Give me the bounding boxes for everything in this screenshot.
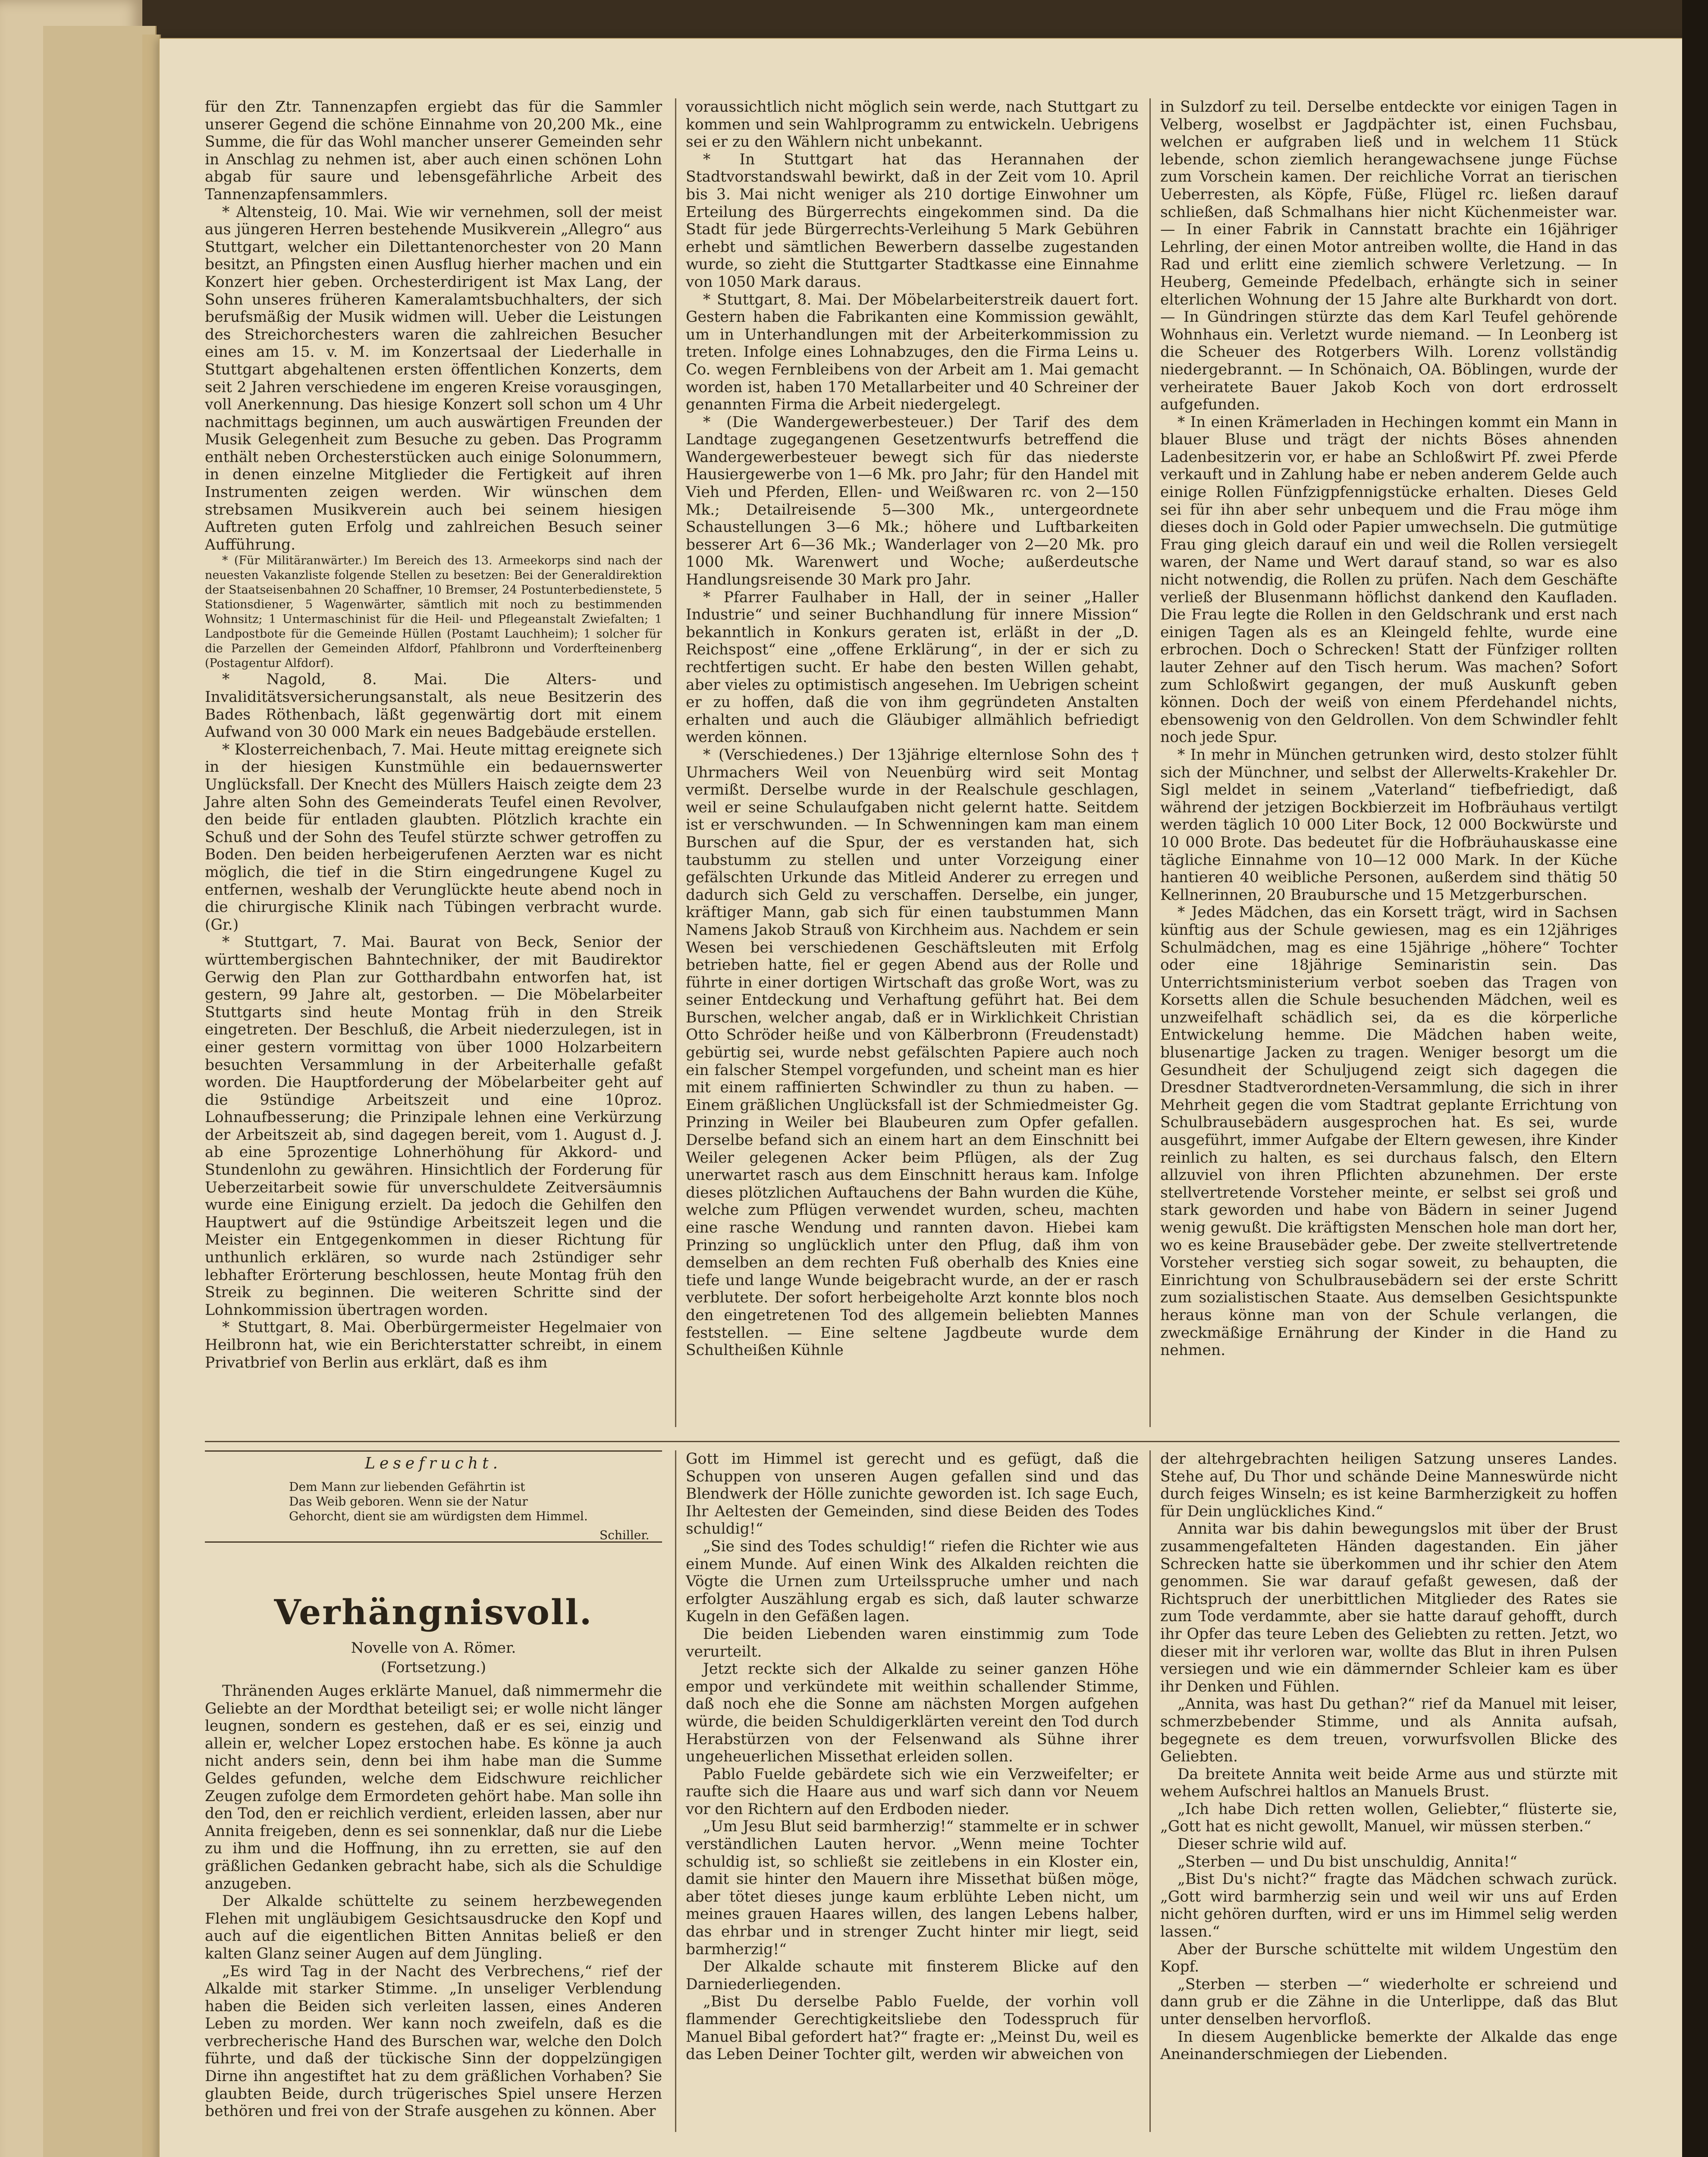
column-2 xyxy=(686,98,1139,1427)
column-1 xyxy=(205,98,662,1427)
paragraph: Annita war bis dahin bewegungslos mit über der Brust zusammengefalteten Händen dagestanden. Ein jäher Schrecken hatte sie überkommen und ihr schier den Atem genommen. Sie war darauf gefaßt gewesen, daß der Richtspruch der unerbittlichen Mitglieder des Rates sie zum Tode verdammte, aber sie hatte darauf gehofft, durch ihr Opfer das teure Leben des Geliebten zu retten. Jetzt, wo dieser mit ihr verloren war, wollte das Blut in ihren Pulsen versiegen und wie ein dämmernder Schleier kam es über ihr Denken und Fühlen. xyxy=(1160,1520,1617,1695)
column-3 xyxy=(1160,98,1617,1427)
column-divider xyxy=(1149,1450,1151,2132)
paragraph: Der Alkalde schüttelte zu seinem herzbewegenden Flehen mit ungläubigem Gesichtsausdrucke den Kopf und auch auf die eigentlichen Bitten Annitas beließ er den kalten Glanz seiner Augen auf dem Jüngling. xyxy=(205,1893,662,1962)
paragraph: „Es wird Tag in der Nacht des Verbrechens,“ rief der Alkalde mit starker Stimme. „In unseliger Verblendung haben die Beiden sich verleiten lassen, eines Anderen Leben zu morden. Wer kann noch zweifeln, daß es die verbrecherische Hand des Burschen war, welche den Dolch führte, und daß der tückische Sinn der doppelzüngigen Dirne ihn angestiftet hat zu dem gräßlichen Vorhaben? Sie glaubten Beide, durch trügerisches Spiel unsere Herzen bethören und frei von der Strafe ausgehen zu können. Aber xyxy=(205,1962,662,2120)
paragraph: Jetzt reckte sich der Alkalde zu seiner ganzen Höhe empor und verkündete mit weithin schallender Stimme, daß noch ehe die Sonne am nächsten Morgen aufgehen würde, die beiden Schuldigerklärten vereint den Tod durch Herabstürzen von der Felsenwand als Sühne ihrer ungeheuerlichen Missethat erleiden sollen. xyxy=(686,1660,1139,1766)
paragraph: * Jedes Mädchen, das ein Korsett trägt, wird in Sachsen künftig aus der Schule gewiesen, mag es ein 12jähriges Schulmädchen, mag es eine 15jährige „höhere“ Tochter oder eine 18jährige Seminaristin sein. Das Unterrichtsministerium verbot soeben das Tragen von Korsetts allen die Schule besuchenden Mädchen, weil es unzweifelhaft schädlich sei, da es die körperliche Entwickelung hemme. Die Mädchen haben weite, blusenartige Jacken zu tragen. Weniger besorgt um die Gesundheit der Schuljugend zeigt sich dagegen die Dresdner Stadtverordneten-Versammlung, die sich in ihrer Mehrheit gegen die vom Stadtrat geplante Errichtung von Schulbrausebädern ausgesprochen hat. Es sei, wurde ausgeführt, immer Aufgabe der Eltern gewesen, ihre Kinder reinlich zu halten, es sei durchaus falsch, den Eltern allzuviel von ihren Pflichten abzunehmen. Der erste stellvertretende Vorsteher meinte, er selbst sei groß und stark geworden und habe von Bädern in seiner Jugend wenig gewußt. Die kräftigsten Menschen hole man dort her, wo es keine Brausebäder gebe. Der zweite stellvertretende Vorsteher verstieg sich sogar soweit, zu behaupten, die Einrichtung von Schulbrausebädern sei der erste Schritt zum sozialistischen Staate. Aus demselben Gesichtspunkte heraus könne man von der Schule verlangen, die zweckmäßige Ernährung der Kinder in die Hand zu nehmen. xyxy=(1160,904,1617,1359)
paragraph: Gott im Himmel ist gerecht und es gefügt, daß die Schuppen von unseren Augen gefallen sind und das Blendwerk der Hölle zunichte geworden ist. Ich sage Euch, Ihr Aeltesten der Gemeinden, sind diese Beiden des Todes schuldig!“ xyxy=(686,1450,1139,1538)
paragraph: * In Stuttgart hat das Herannahen der Stadtvorstandswahl bewirkt, daß in der Zeit vom 10. April bis 3. Mai nicht weniger als 210 dortige Einwohner um Erteilung des Bürgerrechts eingekommen sind. Da die Stadt für jede Bürgerrechts-Verleihung 5 Mark Gebühren erhebt und sämtlichen Bewerbern dasselbe zugestanden wurde, so zieht die Stuttgarter Stadtkasse eine Einnahme von 1050 Mark daraus. xyxy=(686,151,1139,291)
paragraph: In diesem Augenblicke bemerkte der Alkalde das enge Aneinanderschmiegen der Liebenden. xyxy=(1160,2028,1617,2063)
paragraph: „Sie sind des Todes schuldig!“ riefen die Richter wie aus einem Munde. Auf einen Wink des Alkalden reichten die Vögte die Urnen zum Urteilsspruche umher und nach erfolgter Auszählung ergab es sich, daß lauter schwarze Kugeln in den Gefäßen lagen. xyxy=(686,1538,1139,1626)
paragraph: Pablo Fuelde gebärdete sich wie ein Verzweifelter; er raufte sich die Haare aus und warf sich dann vor Neuem vor den Richtern auf den Erdboden nieder. xyxy=(686,1765,1139,1818)
column-5 xyxy=(686,1450,1139,2132)
paragraph: „Bist Du derselbe Pablo Fuelde, der vorhin voll flammender Gerechtigkeitsliebe den Todesspruch für Manuel Bibal gefordert hat?“ fragte er: „Meinst Du, weil es das Leben Deiner Tochter gilt, werden wir abweichen von xyxy=(686,1993,1139,2063)
page-stack-edge-2 xyxy=(142,35,161,2157)
paragraph: * (Die Wandergewerbesteuer.) Der Tarif des dem Landtage zugegangenen Gesetzentwurfs betreffend die Wandergewerbesteuer bewegt sich für das niederste Hausiergewerbe von 1—6 Mk. pro Jahr; für den Handel mit Vieh und Pferden, Ellen- und Weißwaren rc. von 2—150 Mk.; Detailreisende 5—300 Mk., untergeordnete Schaustellungen 3—6 Mk.; höhere und Luftbarkeiten besserer Art 6—36 Mk.; Wanderlager von 2—20 Mk. pro 1000 Mk. Warenwert und Woche; außerdeutsche Handlungsreisende 30 Mark pro Jahr. xyxy=(686,413,1139,589)
novel-subtitle: Novelle von A. Römer. xyxy=(351,1639,516,1657)
lesefrucht-header: Lesefrucht. xyxy=(365,1455,502,1472)
paragraph: „Um Jesu Blut seid barmherzig!“ stammelte er in schwer verständlichen Lauten hervor. „Wenn meine Tochter schuldig ist, so schließt sie zeitlebens in ein Kloster ein, damit sie hinter den Mauern ihre Missethat büßen möge, aber tötet dieses junge kaum erblühte Leben nicht, um meines grauen Haares willen, des langen Lebens halber, das ehrbar und in strenger Zucht hinter mir liegt, seid barmherzig!“ xyxy=(686,1818,1139,1958)
lesefrucht-quote: Dem Mann zur liebenden Gefährtin ist Das Weib geboren. Wenn sie der Natur Gehorcht, dient sie am würdigsten dem Himmel. xyxy=(289,1480,588,1523)
page-stack-edge xyxy=(43,26,157,2157)
paragraph: „Bist Du's nicht?“ fragte das Mädchen schwach zurück. „Gott wird barmherzig sein und weil wir uns auf Erden nicht gehören durften, wird er uns im Himmel selig werden lassen.“ xyxy=(1160,1871,1617,1941)
column-4 xyxy=(205,1682,662,2131)
column-divider xyxy=(675,98,676,1427)
column-divider xyxy=(675,1450,676,2132)
paragraph: „Ich habe Dich retten wollen, Geliebter,“ flüsterte sie, „Gott hat es nicht gewollt, Manuel, wir müssen sterben.“ xyxy=(1160,1800,1617,1836)
paragraph: in Sulzdorf zu teil. Derselbe entdeckte vor einigen Tagen in Velberg, woselbst er Jagdpächter ist, einen Fuchsbau, welchen er aufgraben ließ und in welchem 11 Stück lebende, schon ziemlich herangewachsene junge Füchse zum Vorschein kamen. Der reichliche Vorrat an tierischen Ueberresten, als Köpfe, Füße, Flügel rc. ließen darauf schließen, daß Schmalhans hier nicht Küchenmeister war. — In einer Fabrik in Cannstatt brachte ein 16jähriger Lehrling, der einen Motor antreiben wollte, die Hand in das Rad und erlitt eine ziemlich schwere Verletzung. — In Heuberg, Gemeinde Pfedelbach, erhängte sich in seiner elterlichen Wohnung der 15 Jahre alte Burkhardt von dort. — In Gündringen stürzte das dem Karl Teufel gehörende Wohnhaus ein. Verletzt wurde niemand. — In Leonberg ist die Scheuer des Rotgerbers Wilh. Lorenz vollständig niedergebrannt. — In Schönaich, OA. Böblingen, wurde der verheiratete Bauer Jakob Koch von dort erdrosselt aufgefunden. xyxy=(1160,98,1617,414)
paragraph: * Altensteig, 10. Mai. Wie wir vernehmen, soll der meist aus jüngeren Herren bestehende Musikverein „Allegro“ aus Stuttgart, welcher ein Dilettantenorchester von 20 Mann besitzt, an Pfingsten einen Ausflug hierher machen und ein Konzert hier geben. Orchesterdirigent ist Max Lang, der Sohn unseres früheren Kameralamtsbuchhalters, der sich berufsmäßig der Musik widmen will. Ueber die Leistungen des Streichorchesters waren die zahlreichen Besucher eines am 15. v. M. im Konzertsaal der Liederhalle in Stuttgart abgehaltenen ersten öffentlichen Konzerts, dem seit 2 Jahren verschiedene im engeren Kreise vorausgingen, voll Anerkennung. Das hiesige Konzert soll schon um 4 Uhr nachmittags beginnen, um auch auswärtigen Freunden der Musik Gelegenheit zum Besuche zu geben. Das Programm enthält neben Orchesterstücken auch einige Solonummern, in denen einzelne Mitglieder die Fertigkeit auf ihren Instrumenten zeigen werden. Wir wünschen dem strebsamen Musikverein auch bei seinem hiesigen Auftreten guten Erfolg und zahlreichen Besuch seiner Aufführung. xyxy=(205,203,662,553)
paragraph: „Sterben — und Du bist unschuldig, Annita!“ xyxy=(1177,1853,1517,1871)
paragraph: * In einen Krämerladen in Hechingen kommt ein Mann in blauer Bluse und trägt der nichts Böses ahnenden Ladenbesitzerin vor, er habe an Schloßwirt Pf. zwei Pferde verkauft und in Zahlung habe er neben anderem Gelde auch einige Rollen Fünfzigpfennigstücke erhalten. Dieses Geld sei für ihn aber sehr unbequem und die Frau möge ihm dieses doch in Gold oder Papier umwechseln. Die gutmütige Frau ging gleich darauf ein und weil die Rollen versiegelt waren, der Name und Wert darauf stand, so war es also nicht notwendig, die Rollen zu prüfen. Nach dem Geschäfte verließ der Blusenmann höflichst dankend den Kaufladen. Die Frau legte die Rollen in den Geldschrank und erst nach einigen Tagen als es an Kleingeld fehlte, wurde eine erbrochen. Doch o Schrecken! Statt der Fünfziger rollten lauter Zehner auf den Tisch herum. Was machen? Sofort zum Schloßwirt gegangen, der muß Auskunft geben können. Doch der weiß von einem Pferdehandel nichts, ebensowenig von den Geldrollen. Von dem Schwindler fehlt noch jede Spur. xyxy=(1160,413,1617,746)
paragraph: * Klosterreichenbach, 7. Mai. Heute mittag ereignete sich in der hiesigen Kunstmühle ein bedauernswerter Unglücksfall. Der Knecht des Müllers Haisch zeigte dem 23 Jahre alten Sohn des Gemeinderats Teufel einen Revolver, den beide für entladen glaubten. Plötzlich krachte ein Schuß und der Sohn des Teufel stürzte schwer getroffen zu Boden. Den beiden herbeigerufenen Aerzten war es nicht möglich, die tief in die Stirn eingedrungene Kugel zu entfernen, weshalb der Verunglückte heute abend noch in die chirurgische Klinik nach Tübingen verbracht wurde. (Gr.) xyxy=(205,741,662,934)
paragraph: Da breitete Annita weit beide Arme aus und stürzte mit wehem Aufschrei haltlos an Manuels Brust. xyxy=(1160,1765,1617,1801)
paragraph: für den Ztr. Tannenzapfen ergiebt das für die Sammler unserer Gegend die schöne Einnahme von 20,200 Mk., eine Summe, die für das Wohl mancher unserer Gemeinden sehr in Anschlag zu nehmen ist, aber auch einen schönen Lohn abgab für saure und lebensgefährliche Arbeit des Tannenzapfensammlers. xyxy=(205,98,662,203)
paragraph: voraussichtlich nicht möglich sein werde, nach Stuttgart zu kommen und sein Wahlprogramm zu entwickeln. Uebrigens sei er zu den Wählern nicht unbekannt. xyxy=(686,98,1139,151)
novel-continuation: (Fortsetzung.) xyxy=(380,1659,487,1676)
paragraph: * (Verschiedenes.) Der 13jährige elternlose Sohn des † Uhrmachers Weil von Neuenbürg wird seit Montag vermißt. Derselbe wurde in der Realschule geschlagen, weil er seine Schulaufgaben nicht gelernt hatte. Seitdem ist er verschwunden. — In Schwenningen kam man einem Burschen auf die Spur, der es verstanden hat, sich taubstumm zu stellen und unter Vorzeigung einer gefälschten Urkunde das Mitleid Anderer zu erregen und dadurch sich Geld zu verschaffen. Derselbe, ein junger, kräftiger Mann, gab sich für einen taubstummen Mann Namens Jakob Strauß von Kirchheim aus. Nachdem er sein Wesen bei verschiedenen Geschäftsleuten mit Erfolg betrieben hatte, fiel er gegen Abend aus der Rolle und führte in einer dortigen Wirtschaft das große Wort, was zu seiner Entdeckung und Verhaftung geführt hat. Bei dem Burschen, welcher angab, daß er in Wirklichkeit Christian Otto Schröder heiße und von Kälberbronn (Freudenstadt) gebürtig sei, wurde nebst gefälschten Papiere auch noch ein falscher Stempel vorgefunden, und scheint man es hier mit einem raffinierten Schwindler zu thun zu haben. — Einem gräßlichen Unglücksfall ist der Schmiedmeister Gg. Prinzing in Weiler bei Blaubeuren zum Opfer gefallen. Derselbe befand sich an einem hart an dem Einschnitt bei Weiler gelegenen Acker beim Pflügen, als der Zug unerwartet rasch aus dem Einschnitt heraus kam. Infolge dieses plötzlichen Auftauchens der Bahn wurden die Kühe, welche zum Pflügen verwendet wurden, scheu, machten eine rasche Wendung und rannten davon. Hiebei kam Prinzing so unglücklich unter den Pflug, daß ihm von demselben an dem rechten Fuß oberhalb des Knies eine tiefe und lange Wunde beigebracht wurde, an der er rasch verblutete. Der sofort herbeigeholte Arzt konnte blos noch den eingetretenen Tod des allgemein beliebten Mannes feststellen. — Eine seltene Jagdbeute wurde dem Schultheißen Kühnle xyxy=(686,746,1139,1359)
paragraph: Der Alkalde schaute mit finsterem Blicke auf den Darniederliegenden. xyxy=(686,1958,1139,1993)
novel-title: Verhängnisvoll. xyxy=(274,1592,593,1632)
paragraph: „Annita, was hast Du gethan?“ rief da Manuel mit leiser, schmerzbebender Stimme, und als Annita aufsah, begegnete es dem treuen, vorwurfsvollen Blicke des Geliebten. xyxy=(1160,1695,1617,1766)
paragraph: * Nagold, 8. Mai. Die Alters- und Invaliditätsversicherungsanstalt, als neue Besitzerin des Bades Röthenbach, läßt gegenwärtig dort mit einem Aufwand von 30 000 Mark ein neues Badgebäude erstellen. xyxy=(205,671,662,741)
paragraph: Die beiden Liebenden waren einstimmig zum Tode verurteilt. xyxy=(686,1625,1139,1660)
column-6 xyxy=(1160,1450,1617,2132)
paragraph: * (Für Militäranwärter.) Im Bereich des 13. Armeekorps sind nach der neuesten Vakanzliste folgende Stellen zu besetzen: Bei der Generaldirektion der Staatseisenbahnen 20 Schaffner, 10 Bremser, 24 Postunterbedienstete, 5 Stationsdiener, 5 Wagenwärter, sämtlich mit noch zu bestimmenden Wohnsitz; 1 Untermaschinist für die Heil- und Pflegeanstalt Zwiefalten; 1 Landpostbote für die Gemeinde Hüllen (Postamt Lauchheim); 1 solcher für die Parzellen der Gemeinden Alfdorf, Pfahlbronn und Vorderfteinenberg (Postagentur Alfdorf). xyxy=(205,554,662,670)
paragraph: * Stuttgart, 8. Mai. Oberbürgermeister Hegelmaier von Heilbronn hat, wie ein Berichterstatter schreibt, in einem Privatbrief von Berlin aus erklärt, daß es ihm xyxy=(205,1319,662,1371)
lesefrucht-author: Schiller. xyxy=(600,1528,650,1542)
paragraph: * Stuttgart, 8. Mai. Der Möbelarbeiterstreik dauert fort. Gestern haben die Fabrikanten eine Kommission gewählt, um in Unterhandlungen mit der Arbeiterkommission zu treten. Infolge eines Lohnabzuges, den die Firma Leins u. Co. wegen Fernbleibens von der Arbeit am 1. Mai gemacht worden ist, haben 170 Metallarbeiter und 40 Schreiner der genannten Firma die Arbeit niedergelegt. xyxy=(686,291,1139,414)
paragraph: Aber der Bursche schüttelte mit wildem Ungestüm den Kopf. xyxy=(1160,1940,1617,1976)
scan-background-edge xyxy=(1682,0,1708,2157)
paragraph: Dieser schrie wild auf. xyxy=(1177,1836,1347,1853)
paragraph: Thränenden Auges erklärte Manuel, daß nimmermehr die Geliebte an der Mordthat beteiligt sei; er wolle nicht länger leugnen, sondern es gestehen, daß er es sei, einzig und allein er, welcher Lopez erstochen habe. Es könne ja auch nicht anders sein, denn bei ihm habe man die Summe Geldes gefunden, welche dem Eidschwure reichlicher Zeugen zufolge dem Ermordeten gehört habe. Man solle ihn den Tod, den er reichlich verdient, erleiden lassen, aber nur Annita freigeben, denn es sei sonnenklar, daß nur die Liebe zu ihm und die Hoffnung, ihn zu erretten, sie auf den gräßlichen Gedanken gebracht habe, sich als die Schuldige anzugeben. xyxy=(205,1682,662,1893)
paragraph: der altehrgebrachten heiligen Satzung unseres Landes. Stehe auf, Du Thor und schände Deine Manneswürde nicht durch feiges Winseln; es ist keine Barmherzigkeit zu hoffen für Dein unglückliches Kind.“ xyxy=(1160,1450,1617,1520)
paragraph: * Pfarrer Faulhaber in Hall, der in seiner „Haller Industrie“ und seiner Buchhandlung für innere Mission“ bekanntlich in Konkurs geraten ist, erläßt in der „D. Reichspost“ eine „offene Erklärung“, in der er sich zu rechtfertigen sucht. Er habe den besten Willen gehabt, aber vieles zu optimistisch angesehen. Im Uebrigen scheint er zu hoffen, daß die von ihm gegründeten Anstalten erhalten und auch die Gläubiger allmählich befriedigt werden können. xyxy=(686,588,1139,746)
paragraph: * Stuttgart, 7. Mai. Baurat von Beck, Senior der württembergischen Bahntechniker, der mit Baudirektor Gerwig den Plan zur Gotthardbahn entworfen hat, ist gestern, 99 Jahre alt, gestorben. — Die Möbelarbeiter Stuttgarts sind heute Montag früh in den Streik eingetreten. Der Beschluß, die Arbeit niederzulegen, ist in einer gestern vormittag von über 1000 Holzarbeitern besuchten Versammlung in der Arbeiterhalle gefaßt worden. Die Hauptforderung der Möbelarbeiter geht auf die 9stündige Arbeitszeit und eine 10proz. Lohnaufbesserung; die Prinzipale lehnen eine Verkürzung der Arbeitszeit ab, sind dagegen bereit, vom 1. August d. J. ab eine 5prozentige Lohnerhöhung für Akkord- und Stundenlohn zu gewähren. Hinsichtlich der Forderung für Ueberzeitarbeit sowie für unverschuldete Zeitversäumnis wurde eine Einigung erzielt. Da jedoch die Gehilfen den Hauptwert auf die 9stündige Arbeitszeit legen und die Meister ein Entgegenkommen in dieser Richtung für unthunlich erklären, so wurde nach 2stündiger sehr lebhafter Erörterung beschlossen, heute Montag früh den Streik zu beginnen. Die weiteren Schritte sind der Lohnkommission übertragen worden. xyxy=(205,934,662,1319)
column-divider xyxy=(1149,98,1151,1427)
section-divider xyxy=(205,1441,1620,1442)
paragraph: * In mehr in München getrunken wird, desto stolzer fühlt sich der Münchner, und selbst der Allerwelts-Krakehler Dr. Sigl meldet in seinem „Vaterland“ tiefbefriedigt, daß während der jetzigen Bockbierzeit im Hofbräuhaus vertilgt werden täglich 10 000 Liter Bock, 12 000 Bockwürste und 10 000 Brote. Das bedeutet für die Hofbräuhauskasse eine tägliche Einnahme von 10—12 000 Mark. In der Küche hantieren 40 weibliche Personen, außerdem sind thätig 50 Kellnerinnen, 20 Braubursche und 15 Metzgerburschen. xyxy=(1160,746,1617,904)
paragraph: „Sterben — sterben —“ wiederholte er schreiend und dann grub er die Zähne in die Unterlippe, daß das Blut unter denselben hervorfloß. xyxy=(1160,1975,1617,2028)
